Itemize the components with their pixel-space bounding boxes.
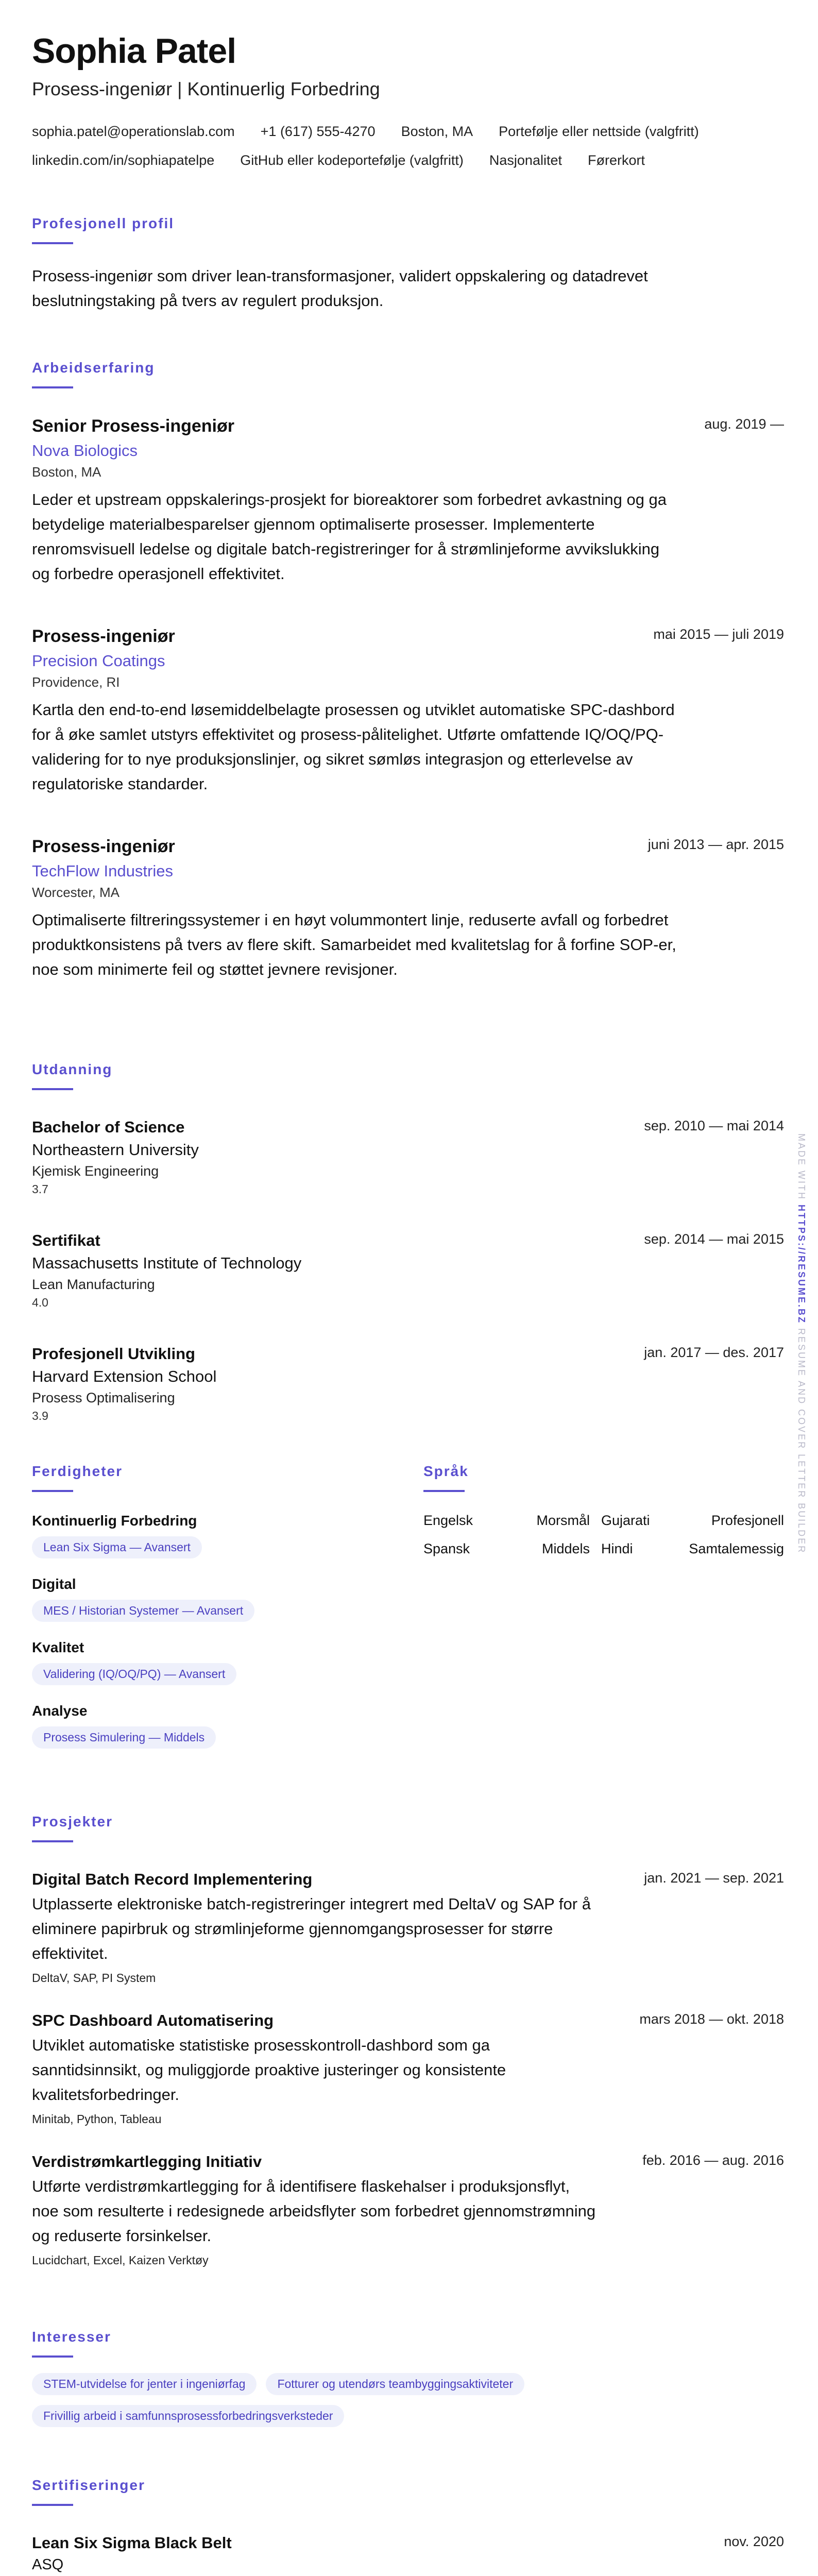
cert-org: ASQ [32, 2556, 64, 2573]
skill-group [32, 1639, 423, 1685]
candidate-name: Sophia Patel [32, 31, 236, 71]
project-description: Utplasserte elektroniske batch-registreringer integrert med DeltaV og SAP for å eliminere papirbruk og strømlinjeforme gjennomgangsprosesser for større effektivitet. [32, 1895, 591, 1962]
project-date: jan. 2021 — sep. 2021 [644, 1870, 784, 1886]
languages-section [423, 1463, 784, 1557]
project-description: Utførte verdistrømkartlegging for å identifisere flaskehalser i produksjonsflyt, noe som resulterte i redesignede arbeidsflyter som forbedret gjennomstrømning og reduserte forsinkelser. [32, 2177, 596, 2245]
certification-item [32, 2534, 784, 2573]
edu-gpa: 3.9 [32, 1409, 48, 1422]
interest-row [32, 2373, 524, 2395]
job-title: Senior Prosess-ingeniør [32, 416, 234, 436]
section-title-education: Utdanning [32, 1061, 113, 1077]
project-item [32, 1870, 784, 1985]
contact-email[interactable]: sophia.patel@operationslab.com [32, 124, 235, 139]
section-rule [32, 2355, 73, 2358]
edu-degree: Profesjonell Utvikling [32, 1345, 195, 1363]
section-title-projects: Prosjekter [32, 1814, 113, 1829]
skill-group-name: Analyse [32, 1703, 88, 1719]
education-item [32, 1231, 784, 1310]
job-title: Prosess-ingeniør [32, 837, 175, 856]
section-title-skills: Ferdigheter [32, 1463, 123, 1479]
job-description: Optimaliserte filtreringssystemer i en høyt volummontert linje, reduserte avfall og forbedret produktkonsistens på tvers av flere skift. Samarbeidet med kvalitetslag for å forfine SOP-er, noe som minimerte feil og støttet jevnere revisjoner. [32, 911, 676, 978]
language-name: Engelsk [423, 1513, 473, 1528]
edu-date: jan. 2017 — des. 2017 [644, 1345, 784, 1360]
job-company: TechFlow Industries [32, 862, 173, 880]
edu-school: Massachusetts Institute of Technology [32, 1254, 302, 1272]
project-tech: DeltaV, SAP, PI System [32, 1971, 156, 1985]
candidate-subtitle: Prosess-ingeniør | Kontinuerlig Forbedring [32, 78, 380, 99]
edu-gpa: 3.7 [32, 1182, 48, 1196]
language-name: Hindi [601, 1541, 633, 1556]
contact-github[interactable]: GitHub eller kodeportefølje (valgfritt) [240, 152, 464, 168]
section-rule [32, 2504, 73, 2506]
skill-pill: Prosess Simulering — Middels [32, 1726, 216, 1749]
project-tech: Lucidchart, Excel, Kaizen Verktøy [32, 2253, 209, 2267]
edu-school: Northeastern University [32, 1141, 199, 1159]
section-title-languages: Språk [423, 1463, 469, 1479]
contact-license: Førerkort [587, 152, 645, 168]
watermark [796, 1133, 807, 1554]
contact-phone[interactable]: +1 (617) 555-4270 [260, 124, 376, 139]
edu-school: Harvard Extension School [32, 1367, 217, 1385]
section-title-interests: Interesser [32, 2329, 111, 2345]
job-location: Providence, RI [32, 674, 120, 690]
contact-row-1 [32, 124, 699, 140]
project-name: Digital Batch Record Implementering [32, 1870, 313, 1888]
language-level: Middels [541, 1541, 590, 1556]
edu-field: Lean Manufacturing [32, 1277, 155, 1292]
section-rule [423, 1490, 465, 1492]
job-date: juni 2013 — apr. 2015 [647, 837, 784, 852]
project-item [32, 2011, 784, 2126]
interest-pill: Fotturer og utendørs teambyggingsaktiviteter [266, 2373, 524, 2395]
project-date: mars 2018 — okt. 2018 [639, 2011, 784, 2027]
watermark-suffix: RESUME AND COVER LETTER BUILDER [796, 1328, 807, 1554]
skill-pill: Lean Six Sigma — Avansert [32, 1536, 202, 1558]
experience-item [32, 837, 784, 982]
education-item [32, 1118, 784, 1196]
language-level: Samtalemessig [689, 1541, 784, 1556]
experience-item [32, 626, 784, 796]
project-item [32, 2153, 784, 2267]
job-location: Worcester, MA [32, 885, 120, 900]
interest-pill: STEM-utvidelse for jenter i ingeniørfag [32, 2373, 257, 2395]
language-level: Profesjonell [711, 1513, 784, 1528]
edu-degree: Bachelor of Science [32, 1118, 185, 1136]
language-item [423, 1541, 601, 1557]
contact-location: Boston, MA [401, 124, 473, 139]
section-rule [32, 1088, 73, 1090]
contact-portfolio[interactable]: Portefølje eller nettside (valgfritt) [499, 124, 699, 139]
edu-date: sep. 2010 — mai 2014 [644, 1118, 784, 1133]
skills-section [32, 1463, 423, 1766]
contact-linkedin[interactable]: linkedin.com/in/sophiapatelpe [32, 152, 215, 168]
watermark-link[interactable]: HTTPS://RESUME.BZ [796, 1205, 807, 1325]
job-company: Nova Biologics [32, 442, 138, 460]
contact-nationality: Nasjonalitet [489, 152, 562, 168]
job-company: Precision Coatings [32, 652, 165, 670]
education-item [32, 1345, 784, 1423]
edu-gpa: 4.0 [32, 1296, 48, 1309]
language-grid [423, 1513, 784, 1557]
skill-group-name: Kontinuerlig Forbedring [32, 1513, 197, 1529]
skill-pill: MES / Historian Systemer — Avansert [32, 1600, 254, 1622]
watermark-prefix: MADE WITH [796, 1133, 807, 1200]
skill-group [32, 1513, 423, 1558]
skill-group-name: Digital [32, 1576, 76, 1592]
section-title-certifications: Sertifiseringer [32, 2477, 145, 2493]
skill-group [32, 1576, 423, 1622]
section-rule [32, 386, 73, 388]
edu-field: Kjemisk Engineering [32, 1163, 159, 1179]
skill-group [32, 1703, 423, 1749]
interest-pill: Frivillig arbeid i samfunnsprosessforbedringsverksteder [32, 2405, 344, 2427]
project-description: Utviklet automatiske statistiske prosesskontroll-dashbord som ga sanntidsinnsikt, og muliggjorde proaktive justeringer og konsistente kvalitetsforbedringer. [32, 2036, 506, 2104]
cert-date: nov. 2020 [724, 2534, 784, 2549]
language-item [601, 1541, 784, 1557]
language-item [423, 1513, 601, 1529]
job-date: aug. 2019 — [704, 416, 784, 432]
contact-row-2 [32, 152, 645, 168]
section-title-experience: Arbeidserfaring [32, 360, 155, 376]
language-name: Gujarati [601, 1513, 650, 1528]
section-rule [32, 242, 73, 244]
language-item [601, 1513, 784, 1529]
profile-text: Prosess-ingeniør som driver lean-transformasjoner, validert oppskalering og datadrevet beslutningstaking på tvers av regulert produksjon. [32, 267, 648, 310]
section-title-profile: Profesjonell profil [32, 215, 175, 231]
cert-name: Lean Six Sigma Black Belt [32, 2534, 232, 2552]
edu-date: sep. 2014 — mai 2015 [644, 1231, 784, 1247]
project-tech: Minitab, Python, Tableau [32, 2112, 162, 2126]
edu-degree: Sertifikat [32, 1231, 100, 1249]
edu-field: Prosess Optimalisering [32, 1390, 175, 1405]
language-name: Spansk [423, 1541, 470, 1556]
section-rule [32, 1490, 73, 1492]
project-date: feb. 2016 — aug. 2016 [642, 2153, 784, 2168]
job-date: mai 2015 — juli 2019 [653, 626, 784, 642]
project-name: SPC Dashboard Automatisering [32, 2011, 274, 2029]
job-description: Kartla den end-to-end løsemiddelbelagte prosessen og utviklet automatiske SPC-dashbord for å øke samlet utstyrs effektivitet og prosess-pålitelighet. Utførte omfattende IQ/OQ/PQ-validering for to nye produksjonslinjer, og sikret sømløs integrasjon og etterlevelse av regulatoriske standarder. [32, 701, 675, 793]
job-title: Prosess-ingeniør [32, 626, 175, 646]
experience-item [32, 416, 784, 586]
skill-pill: Validering (IQ/OQ/PQ) — Avansert [32, 1663, 236, 1685]
job-description: Leder et upstream oppskalerings-prosjekt for bioreaktorer som forbedret avkastning og ga betydelige materialbesparelser gjennom optimaliserte prosesser. Implementerte renromsvisuell ledelse og digitale batch-registreringer for å strømlinjeforme avvikslukking og forbedre operasjonell effektivitet. [32, 490, 667, 583]
project-name: Verdistrømkartlegging Initiativ [32, 2153, 262, 2171]
job-location: Boston, MA [32, 464, 101, 480]
language-level: Morsmål [536, 1513, 590, 1528]
section-rule [32, 1840, 73, 1842]
skill-group-name: Kvalitet [32, 1639, 84, 1655]
interest-row [32, 2405, 344, 2427]
